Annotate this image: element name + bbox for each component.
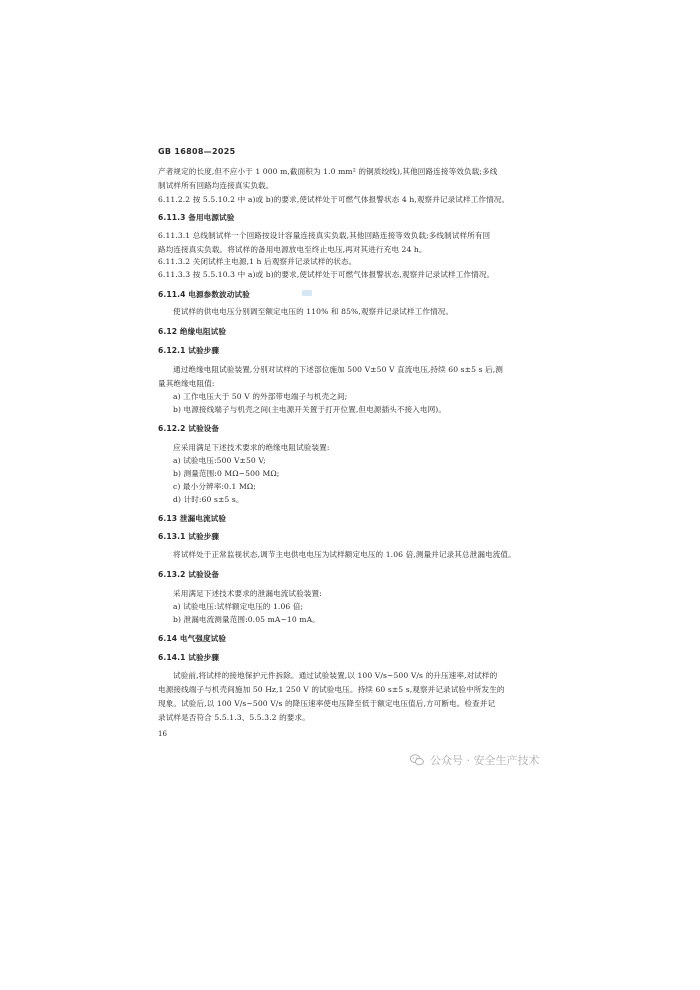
page-number: 16	[158, 730, 168, 738]
list-item: b) 测量范围:0 MΩ~500 MΩ;	[173, 469, 280, 478]
text-line: 量其绝缘电阻值:	[158, 379, 215, 388]
clause-6-11-3-3: 6.11.3.3 按 5.5.10.3 中 a)或 b)的要求,使试样处于可燃气体报警状态,观察并记录试样工作情况。	[158, 270, 495, 279]
text-line: 产者规定的长度,但不应小于 1 000 m,截面积为 1.0 mm² 的铜质绞线),其他回路连接等效负载;多线	[158, 167, 498, 176]
text-line: 录试样是否符合 5.5.1.3、5.5.3.2 的要求。	[158, 713, 310, 722]
text-line: 将试样处于正常监视状态,调节主电供电电压为试样额定电压的 1.06 倍,测量并记录其总泄漏电流值。	[173, 550, 516, 559]
list-item: a) 试验电压:试样额定电压的 1.06 倍;	[173, 602, 304, 611]
clause-6-11-3-1: 6.11.3.1 总线制试样一个回路按设计容量连接真实负载,其他回路连接等效负载;多线制试样所有回	[158, 231, 491, 240]
text-line: 现象。试验后,以 100 V/s~500 V/s 的降压速率使电压降至低于额定电压值后,方可断电。检查并记	[158, 699, 496, 708]
subsection-heading: 6.13.1 试验步骤	[158, 532, 220, 541]
section-heading: 6.14 电气强度试验	[158, 634, 227, 643]
list-item: c) 最小分辨率:0.1 MΩ;	[173, 482, 256, 491]
text-line: 应采用满足下述技术要求的绝缘电阻试验装置:	[173, 443, 330, 452]
watermark	[410, 752, 540, 768]
clause-6-11-3-2: 6.11.3.2 关闭试样主电源,1 h 后观察并记录试样的状态。	[158, 257, 357, 266]
list-item: a) 试验电压:500 V±50 V;	[173, 456, 266, 465]
list-item: d) 计时:60 s±5 s。	[173, 495, 244, 504]
text-line: 路均连接真实负载。将试样的备用电源放电至终止电压,再对其进行充电 24 h。	[158, 245, 427, 254]
text-line: 通过绝缘电阻试验装置,分别对试样的下述部位施加 500 V±50 V 直流电压,持续 60 s±5 s 后,测	[173, 365, 503, 374]
list-item: a) 工作电压大于 50 V 的外部带电端子与机壳之间;	[173, 392, 348, 401]
subsection-heading: 6.12.2 试验设备	[158, 424, 220, 433]
section-heading: 6.13 泄漏电流试验	[158, 514, 227, 523]
subsection-heading: 6.14.1 试验步骤	[158, 653, 220, 662]
clause-6-11-2-2: 6.11.2.2 按 5.5.10.2 中 a)或 b)的要求,使试样处于可燃气体报警状态 4 h,观察并记录试样工作情况。	[158, 195, 510, 204]
text-line: 制试样所有回路均连接真实负载。	[158, 181, 274, 190]
text-line: 试验前,将试样的接地保护元件拆除。通过试验装置,以 100 V/s~500 V/s 的升压速率,对试样的	[173, 671, 498, 680]
text-line: 电源接线端子与机壳间施加 50 Hz,1 250 V 的试验电压。持续 60 s±5 s,观察并记录试验中所发生的	[158, 685, 505, 694]
subsection-heading: 6.12.1 试验步骤	[158, 346, 220, 355]
subsection-heading: 6.13.2 试验设备	[158, 570, 220, 579]
list-item: b) 电源接线端子与机壳之间(主电源开关置于打开位置,但电源插头不接入电网)。	[173, 405, 447, 414]
section-heading: 6.11.4 电源参数波动试验	[158, 290, 250, 299]
watermark-text: 公众号 · 安全生产技术	[430, 754, 540, 767]
wechat-icon	[410, 754, 424, 766]
stamp-mark	[302, 290, 312, 296]
text-line: 采用满足下述技术要求的泄漏电流试验装置:	[173, 589, 322, 598]
text-line: 使试样的供电电压分别调至额定电压的 110% 和 85%,观察并记录试样工作情况。	[173, 307, 454, 316]
section-heading: 6.12 绝缘电阻试验	[158, 327, 227, 336]
standard-number: GB 16808—2025	[158, 147, 236, 156]
section-heading: 6.11.3 备用电源试验	[158, 213, 235, 222]
list-item: b) 泄漏电流测量范围:0.05 mA~10 mA。	[173, 615, 320, 624]
